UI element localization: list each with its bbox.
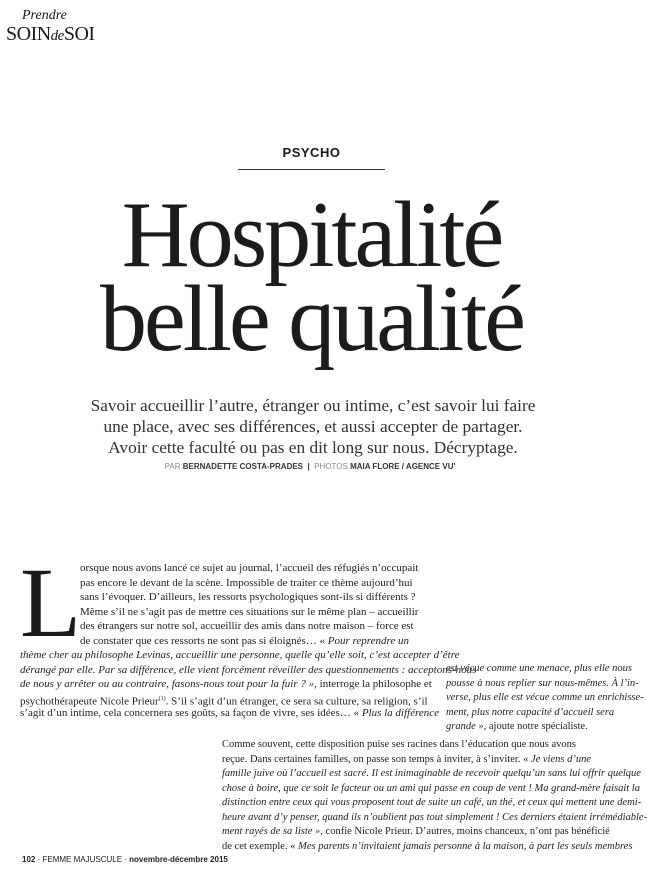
body-quote-line: pousse à nous replier sur nous-mêmes. À l’in- bbox=[446, 677, 639, 689]
body-text: s’agit d’un intime, cela concernera ses goûts, sa façon de vivre, ses idées… « bbox=[20, 707, 362, 719]
body-line bbox=[20, 706, 439, 721]
body-quote-line: dérangé par elle. Par sa différence, elle vient forcément réveiller des questionnements : acceptons-nous bbox=[20, 663, 477, 676]
page-number: 102 bbox=[22, 855, 36, 864]
section-divider bbox=[238, 169, 385, 170]
footer-separator: · bbox=[35, 855, 43, 864]
body-text: , interroge la philosophe et bbox=[314, 678, 432, 690]
rubric-soin: SOIN bbox=[6, 23, 51, 45]
body-quote-line: thème cher au philosophe Levinas, accueillir une personne, quelle qu’elle soit, c’est accepter d’être bbox=[20, 649, 460, 661]
rubric-de: de bbox=[50, 28, 64, 44]
body-quote: grande » bbox=[446, 721, 484, 732]
body-line bbox=[222, 840, 632, 855]
headline-line-1: Hospitalité bbox=[121, 183, 502, 287]
drop-cap: L bbox=[20, 547, 82, 658]
byline-photographer: MAIA FLORE / AGENCE VU' bbox=[350, 462, 456, 471]
body-line bbox=[222, 825, 610, 840]
body-text: psychothérapeute Nicole Prieur bbox=[20, 695, 159, 708]
body-text: de constater que ces ressorts ne sont pas si éloignés… « bbox=[80, 634, 328, 647]
body-line: pas encore le devant de la scène. Impossible de traiter ce thème aujourd’hui bbox=[80, 576, 413, 589]
body-quote-line: verse, plus elle est vécue comme un enrichisse- bbox=[446, 692, 644, 703]
issue-date: novembre-décembre 2015 bbox=[129, 855, 228, 864]
standfirst-line: Avoir cette faculté ou pas en dit long sur nous. Décryptage. bbox=[108, 438, 518, 457]
body-text: , ajoute notre spécialiste. bbox=[483, 721, 588, 732]
rubric-prendre: Prendre bbox=[22, 8, 67, 23]
body-quote-line: chose à boire, que ce soit le facteur ou un ami qui passe en coup de vent ! Ma grand-mère faisait la bbox=[222, 782, 640, 794]
body-quote-line: famille juive où l’accueil est sacré. Il est inimaginable de recevoir quelqu’un sans lui offrir quelque bbox=[222, 768, 641, 779]
body-line: orsque nous avons lancé ce sujet au journal, l’accueil des réfugiés n’occupait bbox=[80, 562, 419, 574]
body-line bbox=[446, 720, 588, 735]
body-quote-line: distinction entre ceux qui vous proposent tout de suite un café, un thé, et ceux qui mettent une demi- bbox=[222, 797, 642, 808]
body-line bbox=[222, 753, 591, 768]
body-quote: Je viens d’une bbox=[530, 753, 592, 765]
body-line bbox=[20, 677, 432, 692]
rubric-soi: SOI bbox=[63, 23, 95, 45]
body-quote: Pour reprendre un bbox=[327, 634, 410, 647]
body-line: des étrangers sur notre sol, accueillir des amis dans notre maison – force est bbox=[80, 620, 414, 632]
body-line: Comme souvent, cette disposition puise ses racines dans l’éducation que nous avons bbox=[222, 739, 577, 750]
byline-separator: | bbox=[307, 462, 310, 471]
rubric-soin-de-soi bbox=[6, 23, 95, 46]
byline-par-label: PAR bbox=[164, 462, 181, 471]
magazine-name: FEMME MAJUSCULE bbox=[42, 855, 123, 864]
body-text: de cet exemple. « bbox=[222, 840, 299, 852]
body-quote: ment rayés de sa liste » bbox=[222, 826, 321, 837]
standfirst-line: une place, avec ses différences, et aussi accepter de partager. bbox=[103, 417, 523, 436]
body-quote: Plus la différence bbox=[361, 707, 439, 719]
body-quote-line: est vécue comme une menace, plus elle nous bbox=[446, 663, 633, 674]
body-text: reçue. Dans certaines familles, on passe son temps à inviter, à s’inviter. « bbox=[222, 753, 531, 765]
section-label: PSYCHO bbox=[282, 145, 341, 160]
body-line: Même s’il ne s’agit pas de mettre ces situations sur le même plan – accueillir bbox=[80, 605, 419, 618]
standfirst bbox=[78, 395, 548, 458]
headline-line-2: belle qualité bbox=[100, 267, 523, 371]
body-quote: Mes parents n’invitaient jamais personne à la maison, à part les seuls membres bbox=[298, 840, 633, 852]
page-footer bbox=[22, 855, 228, 864]
byline-credits bbox=[110, 462, 510, 471]
byline-author: BERNADETTE COSTA-PRADES bbox=[182, 462, 304, 471]
standfirst-line: Savoir accueillir l’autre, étranger ou intime, c’est savoir lui faire bbox=[90, 396, 536, 415]
body-line: sans l’évoquer. D’ailleurs, les ressorts psychologiques sont-ils si différents ? bbox=[80, 591, 416, 603]
body-text: . S’il s’agit d’un étranger, ce sera sa culture, sa religion, s’il bbox=[165, 695, 428, 708]
footer-separator: · bbox=[122, 855, 130, 864]
body-quote-line: ment, plus notre capacité d’accueil sera bbox=[446, 706, 615, 718]
body-text: , confie Nicole Prieur. D’autres, moins chanceux, n’ont pas bénéficié bbox=[320, 826, 610, 837]
body-line bbox=[80, 634, 409, 649]
body-quote-line: heure avant d’y penser, quand ils n’oublient pas tout simplement ! Ces derniers étaient irrémédiable- bbox=[222, 811, 647, 823]
body-quote: de nous y arrêter ou au contraire, fasons-nous tout pour la fuir ? » bbox=[20, 678, 315, 690]
byline-photos-label: PHOTOS bbox=[314, 462, 348, 471]
footnote-ref: (1) bbox=[158, 695, 166, 702]
